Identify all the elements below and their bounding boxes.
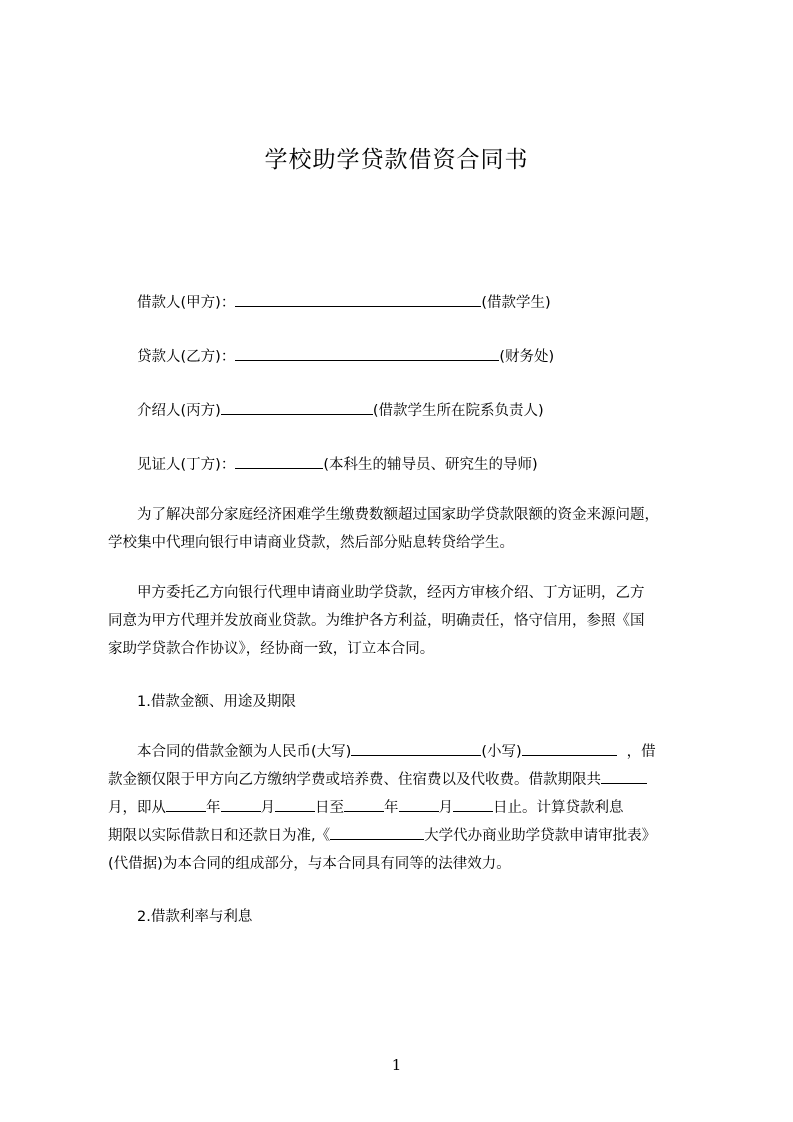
party-suffix: (借款学生) xyxy=(481,295,551,311)
text-span: 日至 xyxy=(315,800,344,816)
fill-blank xyxy=(522,741,617,756)
fill-blank xyxy=(221,400,373,415)
text-span: 月 xyxy=(260,800,275,816)
text-span: 款金额仅限于甲方向乙方缴纳学费或培养费、住宿费以及代收费。借款期限共 xyxy=(108,772,601,788)
party-introducer xyxy=(137,399,544,420)
document-title: 学校助学贷款借资合同书 xyxy=(264,147,529,173)
fill-blank xyxy=(235,346,499,361)
party-suffix: (借款学生所在院系负责人) xyxy=(372,403,544,419)
party-borrower xyxy=(137,291,551,312)
page-number: 1 xyxy=(391,1056,402,1074)
fill-blank xyxy=(275,797,315,812)
text-line xyxy=(108,738,698,766)
text-line xyxy=(108,766,698,794)
party-label: 借款人(甲方)： xyxy=(137,295,236,311)
intro-paragraph-2 xyxy=(108,579,698,663)
fill-blank xyxy=(351,741,481,756)
text-span: 年 xyxy=(206,800,221,816)
text-line: 为了解决部分家庭经济困难学生缴费数额超过国家助学贷款限额的资金来源问题， xyxy=(137,507,659,523)
fill-blank xyxy=(221,797,261,812)
party-label: 见证人(丁方)： xyxy=(137,457,236,473)
text-line: 家助学贷款合作协议》，经协商一致，订立本合同。 xyxy=(108,641,435,657)
text-span: (小写) xyxy=(481,744,522,760)
text-line: 学校集中代理向银行申请商业贷款，然后部分贴息转贷给学生。 xyxy=(108,535,514,551)
fill-blank xyxy=(453,797,493,812)
party-suffix: (财务处) xyxy=(499,349,555,365)
text-line: (代借据)为本合同的组成部分，与本合同具有同等的法律效力。 xyxy=(108,856,511,872)
fill-blank xyxy=(166,797,206,812)
text-span: ，借 xyxy=(626,744,656,760)
party-lender xyxy=(137,345,554,366)
text-span: 日止。计算贷款利息 xyxy=(493,800,624,816)
fill-blank xyxy=(601,769,647,784)
fill-blank xyxy=(399,797,439,812)
party-label: 介绍人(丙方) xyxy=(137,403,221,419)
text-span: 期限以实际借款日和还款日为准,《 xyxy=(108,828,331,844)
text-line: 同意为甲方代理并发放商业贷款。为维护各方利益，明确责任，恪守信用，参照《国 xyxy=(108,613,645,629)
section-heading: 2.借款利率与利息 xyxy=(137,909,253,925)
text-line xyxy=(108,822,698,850)
text-line: 甲方委托乙方向银行代理申请商业助学贷款，经丙方审核介绍、丁方证明，乙方 xyxy=(137,585,645,601)
fill-blank xyxy=(235,292,481,307)
fill-blank xyxy=(330,825,424,840)
text-line xyxy=(108,794,698,822)
text-span: 年 xyxy=(384,800,399,816)
party-suffix: (本科生的辅导员、研究生的导师) xyxy=(323,457,538,473)
party-label: 贷款人(乙方)： xyxy=(137,349,236,365)
section-heading: 1.借款金额、用途及期限 xyxy=(137,694,296,710)
text-span: 月 xyxy=(438,800,453,816)
fill-blank xyxy=(235,454,323,469)
section1-body xyxy=(108,738,698,878)
fill-blank xyxy=(344,797,384,812)
text-span: 大学代办商业助学贷款申请审批表》 xyxy=(424,828,657,844)
intro-paragraph-1 xyxy=(108,501,698,557)
text-span: 本合同的借款金额为人民币(大写) xyxy=(137,744,352,760)
party-witness xyxy=(137,453,538,474)
text-span: 月，即从 xyxy=(108,800,166,816)
